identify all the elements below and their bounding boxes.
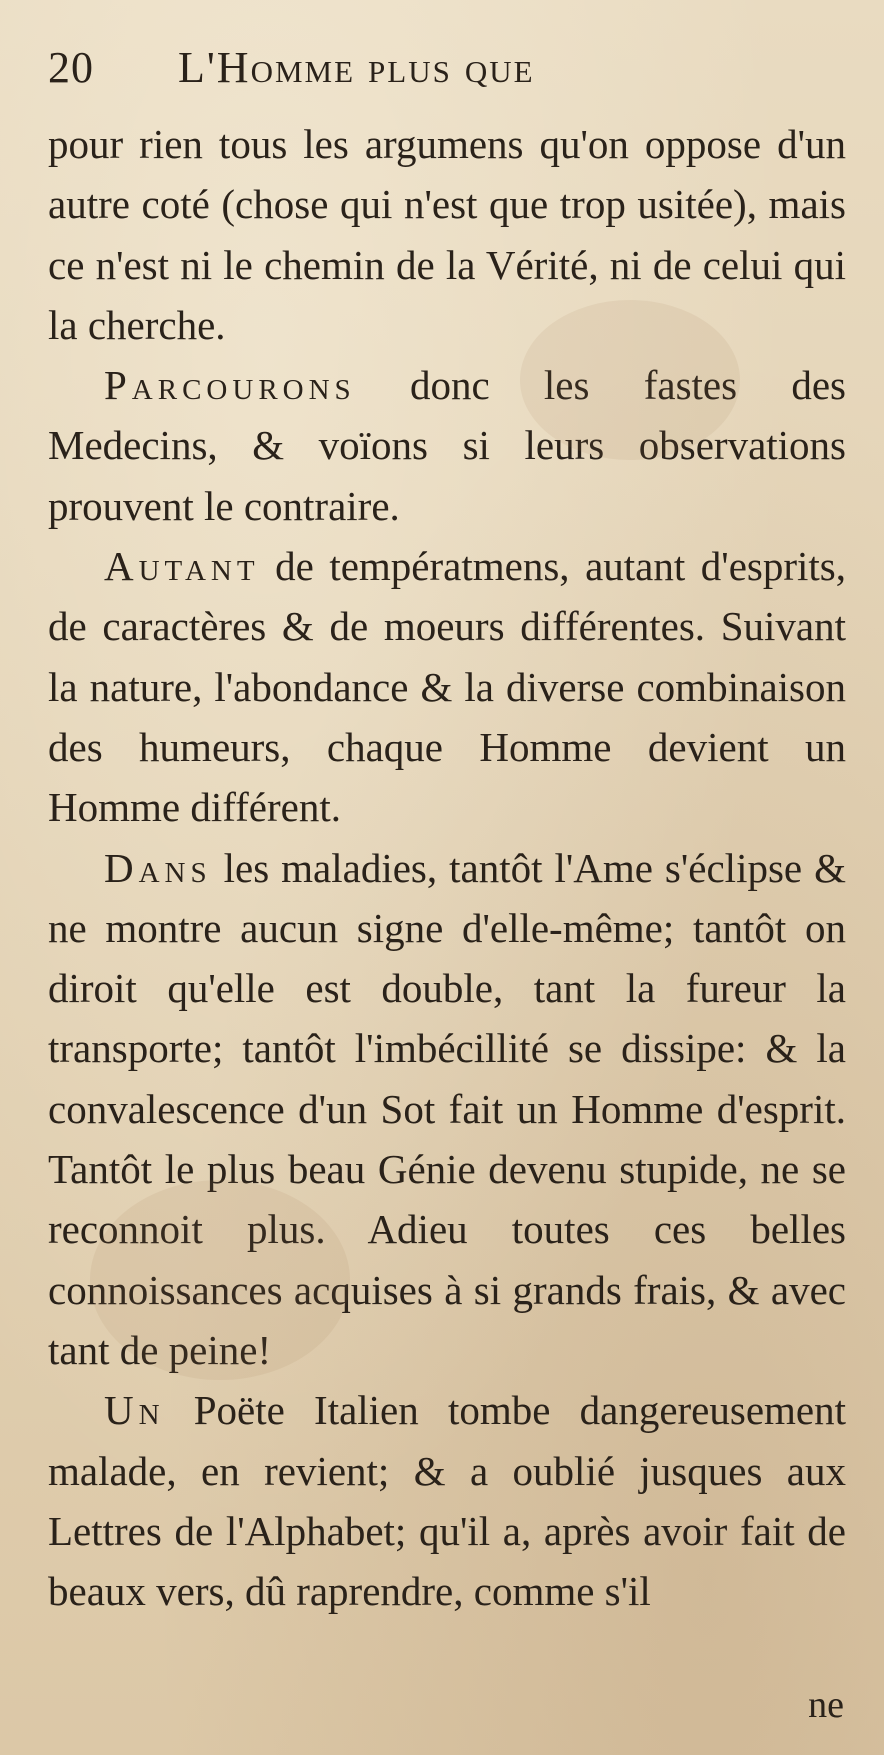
paragraph-lead: Un: [104, 1387, 165, 1434]
paper-stain: [520, 300, 740, 460]
paragraph: [48, 536, 846, 837]
paragraph-text: les maladies, tantôt l'Ame s'éclipse & ne montre aucun signe d'elle-même; tantôt on diroit qu'elle est double, tant la fureur la transporte; tantôt l'imbécillité se dissipe: & la convalescence d'un Sot fait un Homme d'esprit. Tantôt le plus beau Génie devenu stupide, ne se reconnoit plus. Adieu toutes ces belles connoissances acquises à si grands frais, & avec tant de peine!: [48, 844, 846, 1373]
paragraph-lead: Dans: [104, 844, 212, 891]
paper-stain: [90, 1180, 350, 1380]
running-title: L'Homme plus que: [178, 43, 535, 92]
page-number: 20: [48, 43, 94, 92]
paragraph-text: pour rien tous les argumens qu'on oppose d'un autre coté (chose qui n'est que trop usitée), mais ce n'est ni le chemin de la Vérité, ni de celui qui la cherche.: [48, 121, 846, 348]
paragraph: [48, 1380, 846, 1621]
catchword: ne: [808, 1684, 844, 1726]
paragraph-text: de températmens, autant d'esprits, de caractères & de moeurs différentes. Suivant la nature, l'abondance & la diverse combinaison des humeurs, chaque Homme devient un Homme différent.: [48, 543, 846, 831]
paragraph-lead: Parcourons: [104, 362, 356, 409]
page-header: [48, 42, 846, 112]
paragraph-lead: Autant: [104, 543, 260, 590]
paragraph-text: Poëte Italien tombe dangereusement malade, en revient; & a oublié jusques aux Lettres de l'Alphabet; qu'il a, après avoir fait de beaux vers, dû raprendre, comme s'il: [48, 1387, 846, 1615]
paragraph-text: donc les fastes des Medecins, & voïons si leurs observations prouvent le contraire.: [48, 362, 846, 529]
paragraph: [48, 114, 846, 355]
body-text: [48, 114, 846, 1621]
